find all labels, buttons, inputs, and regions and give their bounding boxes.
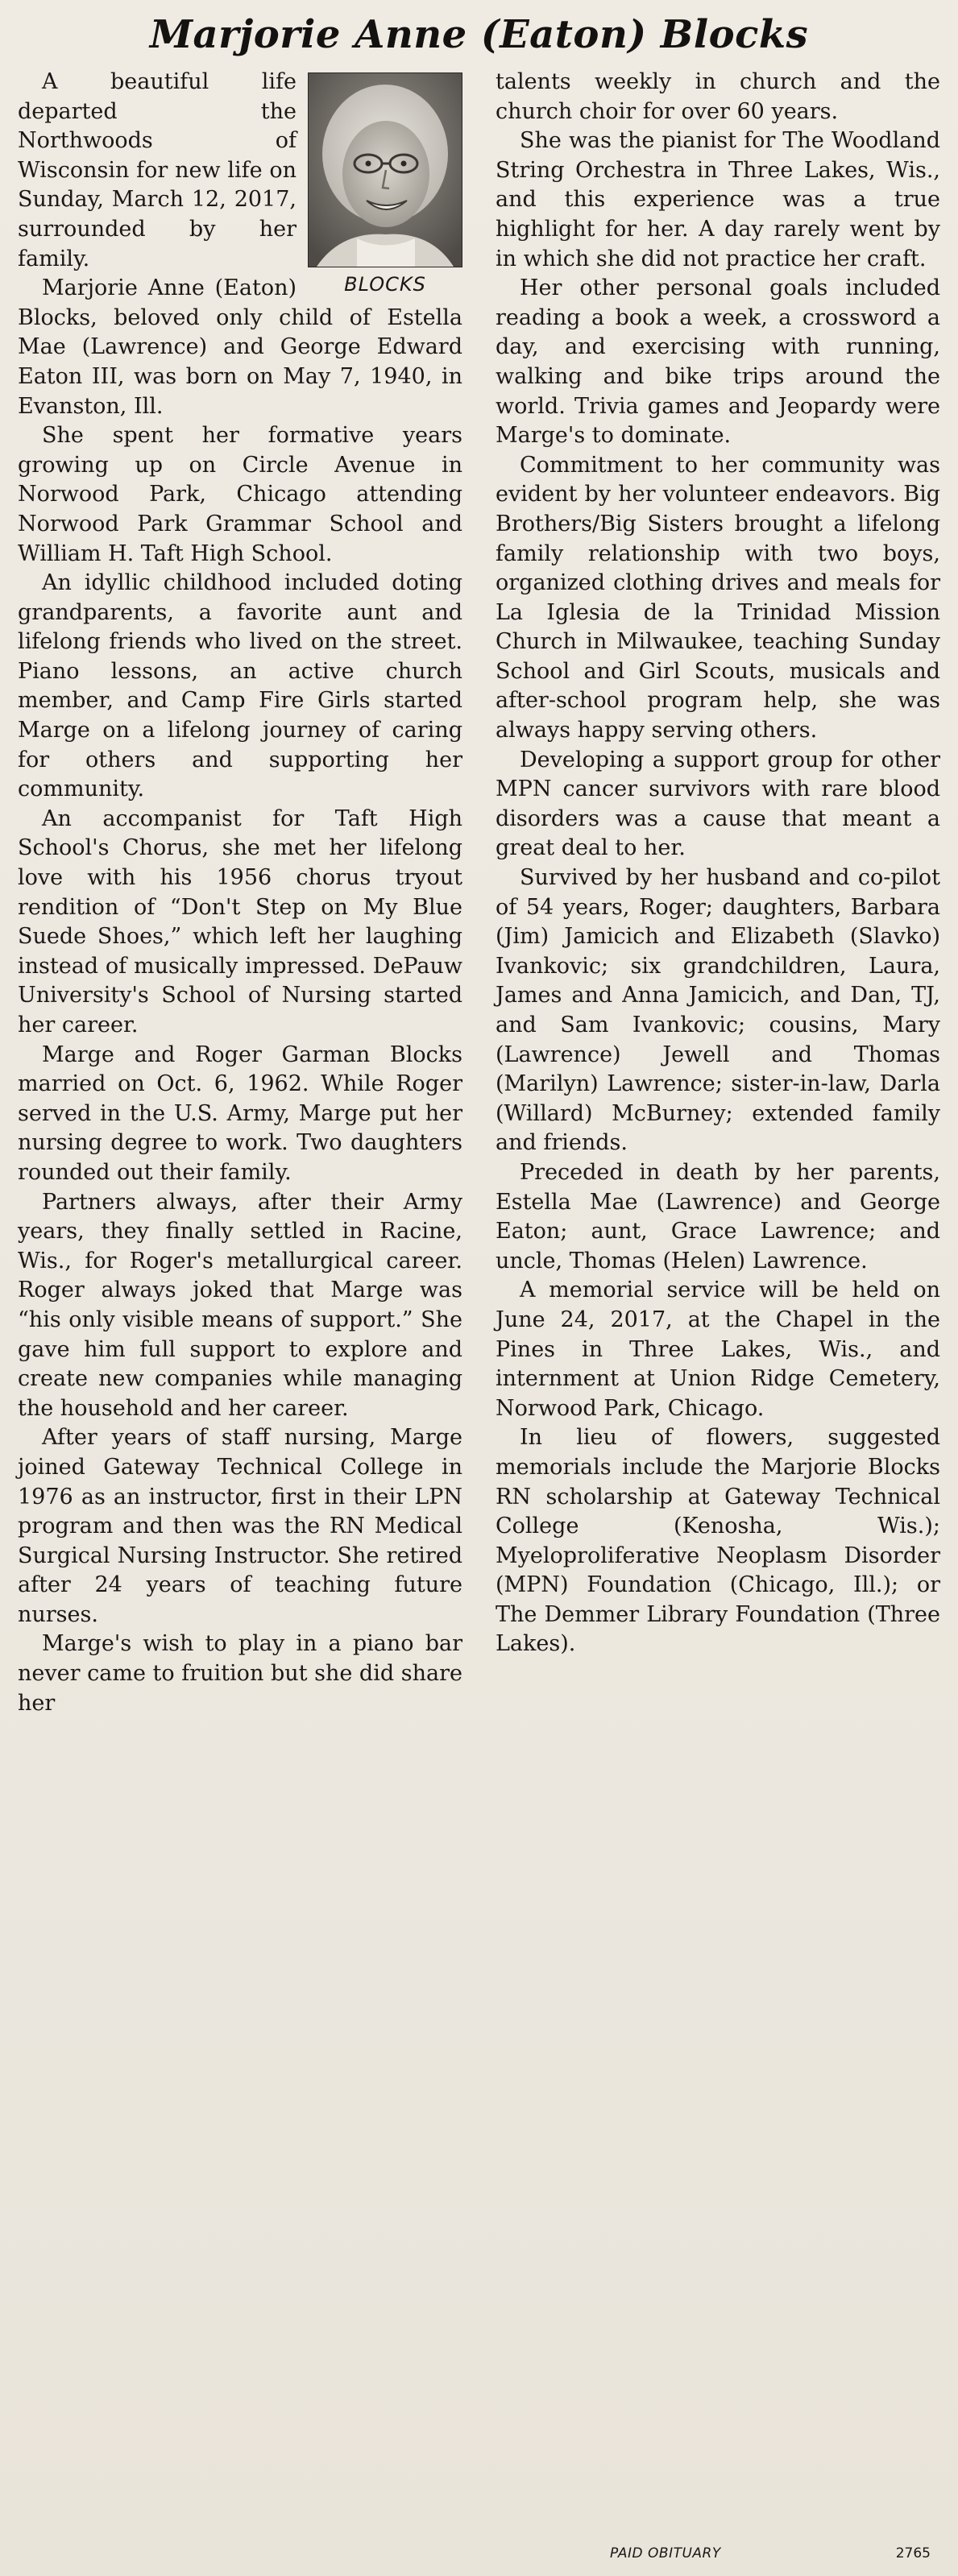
- paragraph: An idyllic childhood included doting grandparents, a favorite aunt and lifelong friends who lived on the street. Piano lessons, an active church member, and Camp Fire Girls started Marge on a lifelong journey of caring for others and supporting her community.: [18, 570, 462, 802]
- portrait-image-icon: [309, 73, 462, 267]
- paragraph: She was the pianist for The Woodland String Orchestra in Three Lakes, Wis., and this experience was a true highlight for her. A day rarely went by in which she did not practice her craft.: [496, 128, 940, 271]
- paragraph: A beautiful life departed the Northwoods of Wisconsin for new life on Sunday, March 12, 2017, surrounded by her family.: [18, 69, 297, 271]
- paragraph: An accompanist for Taft High School's Chorus, she met her lifelong love with his 1956 chorus tryout rendition of “Don't Step on My Blue Suede Shoes,” which left her laughing instead of musically impressed. DePauw University's School of Nursing started her career.: [18, 806, 462, 1037]
- paragraph: A memorial service will be held on June 24, 2017, at the Chapel in the Pines in Three Lakes, Wis., and internment at Union Ridge Cemetery, Norwood Park, Chicago.: [496, 1278, 940, 1421]
- paragraph: Commitment to her community was evident by her volunteer endeavors. Big Brothers/Big Sisters brought a lifelong family relationship with two boys, organized clothing drives and meals for La Iglesia de la Trinidad Mission Church in Milwaukee, teaching Sunday School and Girl Scouts, musicals and after-school program help, she was always happy serving others.: [496, 452, 940, 743]
- paragraph: In lieu of flowers, suggested memorials include the Marjorie Blocks RN scholarship at Gateway Technical College (Kenosha, Wis.); Myeloproliferative Neoplasm Disorder (MPN) Foundation (Chicago, Ill.); or The Demmer Library Foundation (Three Lakes).: [496, 1425, 940, 1657]
- paragraph: Survived by her husband and co-pilot of 54 years, Roger; daughters, Barbara (Jim) Jamicich and Elizabeth (Slavko) Ivankovic; six grandchildren, Laura, James and Anna Jamicich, and Dan, TJ, and Sam Ivankovic; cousins, Mary (Lawrence) Jewell and Thomas (Marilyn) Lawrence; sister-in-law, Darla (Willard) McBurney; extended family and friends.: [496, 865, 940, 1156]
- paragraph: After years of staff nursing, Marge joined Gateway Technical College in 1976 as an instructor, first in their LPN program and then was the RN Medical Surgical Nursing Instructor. She retired after 24 years of teaching future nurses.: [18, 1425, 462, 1627]
- paragraph: Her other personal goals included reading a book a week, a crossword a day, and exercising with running, walking and bike trips around the world. Trivia games and Jeopardy were Marge's to dominate.: [496, 275, 940, 449]
- paragraph: She spent her formative years growing up on Circle Avenue in Norwood Park, Chicago attending Norwood Park Grammar School and William H. Taft High School.: [18, 423, 462, 566]
- paragraph: talents weekly in church and the church choir for over 60 years.: [496, 69, 940, 124]
- left-column: [18, 68, 462, 1718]
- portrait-figure: [308, 72, 462, 296]
- paid-obituary-label: PAID OBITUARY: [610, 2545, 721, 2562]
- paragraph: Partners always, after their Army years, they finally settled in Racine, Wis., for Roger's metallurgical career. Roger always joked that Marge was “his only visible means of support.” She gave him full support to explore and create new companies while managing the household and her career.: [18, 1189, 462, 1421]
- portrait-photo: [308, 72, 462, 267]
- paragraph: Marge's wish to play in a piano bar never came to fruition but she did share her: [18, 1631, 462, 1716]
- footer: [489, 2545, 934, 2562]
- paragraph: Marjorie Anne (Eaton) Blocks, beloved only child of Estella Mae (Lawrence) and George Edward Eaton III, was born on May 7, 1940, in Evanston, Ill.: [18, 275, 462, 419]
- paragraph: Developing a support group for other MPN cancer survivors with rare blood disorders was a cause that meant a great deal to her.: [496, 747, 940, 861]
- paragraph: Preceded in death by her parents, Estella Mae (Lawrence) and George Eaton; aunt, Grace Lawrence; and uncle, Thomas (Helen) Lawrence.: [496, 1159, 940, 1274]
- photo-caption: BLOCKS: [344, 273, 426, 296]
- paragraph: Marge and Roger Garman Blocks married on Oct. 6, 1962. While Roger served in the U.S. Army, Marge put her nursing degree to work. Two daughters rounded out their family.: [18, 1042, 462, 1185]
- right-column: [496, 68, 940, 1718]
- ad-code: 2765: [895, 2545, 931, 2562]
- obituary-title: Marjorie Anne (Eaton) Blocks: [149, 12, 809, 57]
- text-columns: [18, 68, 940, 1718]
